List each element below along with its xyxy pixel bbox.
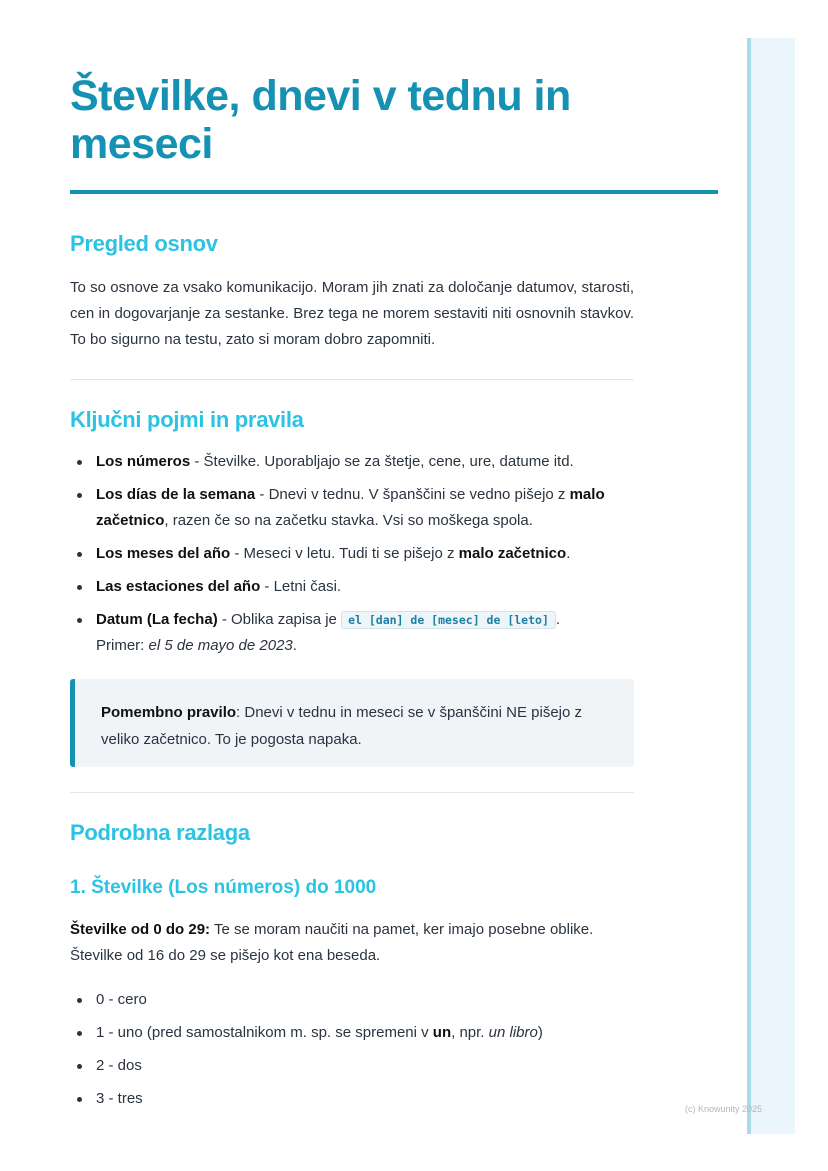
term-description: - Letni časi. xyxy=(260,578,342,595)
number-text: 3 - tres xyxy=(96,1090,143,1107)
term-description: - Dnevi v tednu. V španščini se vedno pišejo z xyxy=(255,486,570,503)
emphasis: malo začetnico xyxy=(96,486,605,529)
copyright-footer: (c) Knowunity 2025 xyxy=(685,1104,763,1114)
callout-label: Pomembno pravilo xyxy=(101,704,237,721)
list-item xyxy=(70,482,634,534)
example-text: el 5 de mayo de 2023 xyxy=(148,637,293,654)
number-text: 0 - cero xyxy=(96,991,147,1008)
page-title: Številke, dnevi v tednu in meseci xyxy=(70,72,571,168)
numbers-list xyxy=(70,987,634,1119)
intro-label: Številke od 0 do 29: xyxy=(70,921,211,938)
emphasis: un xyxy=(432,1024,452,1041)
divider xyxy=(70,379,634,380)
section-heading-detail: Podrobna razlaga xyxy=(70,820,250,845)
emphasis: malo začetnico xyxy=(458,545,567,562)
section-heading-overview: Pregled osnov xyxy=(70,231,218,256)
term-description-cont: . xyxy=(566,545,571,562)
callout-text: : Dnevi v tednu in meseci se v španščini NE pišejo z veliko začetnico. To je pogosta napaka. xyxy=(101,704,583,748)
term-description-cont: , razen če so na začetku stavka. Vsi so moškega spola. xyxy=(164,512,533,529)
key-terms-list xyxy=(70,449,634,666)
number-text: 2 - dos xyxy=(96,1057,142,1074)
title-underline xyxy=(70,190,718,194)
term-description-cont: . xyxy=(555,611,561,628)
term: Los meses del año xyxy=(96,545,231,562)
list-item xyxy=(70,987,634,1013)
list-item xyxy=(70,1053,634,1079)
example-label: Primer: xyxy=(96,637,149,654)
number-text: 1 - uno (pred samostalnikom m. sp. se spremeni v xyxy=(96,1024,433,1041)
important-rule-callout xyxy=(70,679,634,767)
term: Datum (La fecha) xyxy=(96,611,218,628)
example-text: un libro xyxy=(488,1024,538,1041)
intro-text: Te se moram naučiti na pamet, ker imajo posebne oblike. Številke od 16 do 29 se pišejo kot ena beseda. xyxy=(70,921,594,964)
term-description: - Oblika zapisa je xyxy=(217,611,342,628)
list-item xyxy=(70,449,634,475)
list-item xyxy=(70,1020,634,1046)
side-panel xyxy=(747,38,795,1134)
section-heading-key-terms: Ključni pojmi in pravila xyxy=(70,407,304,432)
list-item xyxy=(70,607,634,659)
list-item xyxy=(70,541,634,567)
overview-paragraph: To so osnove za vsako komunikacijo. Moram jih znati za določanje datumov, starosti, cen in dogovarjanje za sestanke. Brez tega ne morem sestaviti niti osnovnih stavkov. To bo sigurno na testu, zato si moram dobro zapomniti. xyxy=(70,279,634,348)
term-description: - Številke. Uporabljajo se za štetje, cene, ure, datume itd. xyxy=(190,453,574,470)
term: Los días de la semana xyxy=(96,486,256,503)
list-item xyxy=(70,1086,634,1112)
divider xyxy=(70,792,634,793)
term: Las estaciones del año xyxy=(96,578,261,595)
example-end: . xyxy=(292,637,297,654)
list-item xyxy=(70,574,634,600)
number-text-end: ) xyxy=(537,1024,543,1041)
date-format-code: el [dan] de [mesec] de [leto] xyxy=(341,611,556,629)
numbers-intro xyxy=(70,917,634,969)
term: Los números xyxy=(96,453,191,470)
term-description: - Meseci v letu. Tudi ti se pišejo z xyxy=(230,545,459,562)
number-text-cont: , npr. xyxy=(451,1024,489,1041)
subsection-heading-numbers: 1. Številke (Los números) do 1000 xyxy=(70,877,377,898)
